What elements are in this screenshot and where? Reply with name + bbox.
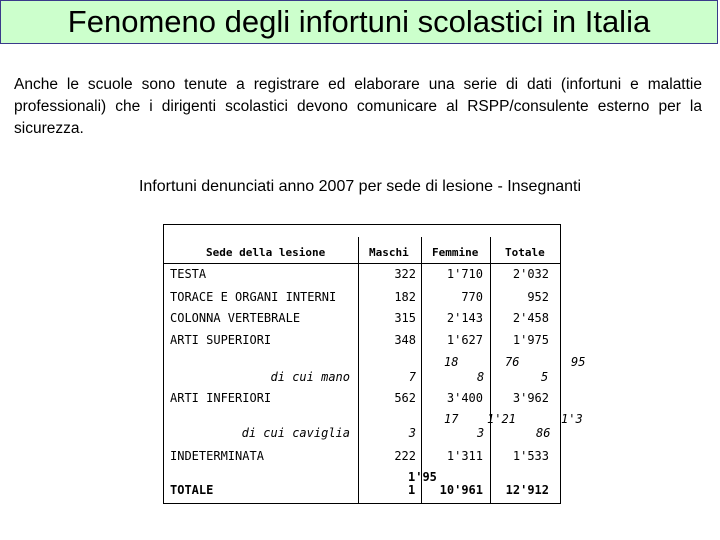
table-left-border <box>163 224 164 504</box>
table-header-border <box>163 263 561 264</box>
row-label: COLONNA VERTEBRALE <box>170 311 301 325</box>
cell-maschi: 182 <box>394 290 416 304</box>
cell-femmine: 2'143 <box>446 311 483 325</box>
cell-totale-wrap-b: 86 <box>536 426 551 440</box>
table-right-border <box>560 224 561 504</box>
header-totale: Totale <box>505 246 545 259</box>
cell-femmine: 770 <box>461 290 483 304</box>
cell-femmine-wrap-a: 17 <box>444 412 459 426</box>
row-label: ARTI SUPERIORI <box>170 333 272 347</box>
cell-femmine: 10'961 <box>439 483 483 497</box>
header-femmine: Femmine <box>432 246 479 259</box>
table-top-border <box>163 224 561 225</box>
intro-paragraph: Anche le scuole sono tenute a registrare ed elaborare una serie di dati (infortuni e malattie professionali) che i dirigenti scolastici devono comunicare al RSPP/consulente esterno per la sicurezza. <box>14 76 702 137</box>
cell-totale: 2'032 <box>512 267 549 281</box>
cell-totale-wrap-a: 76 <box>505 355 520 369</box>
cell-totale: 1'975 <box>512 333 549 347</box>
row-sublabel: di cui caviglia <box>241 426 350 440</box>
cell-femmine-wrap-b: 3 <box>477 426 485 440</box>
row-label-total: TOTALE <box>170 483 214 497</box>
column-divider-3 <box>490 237 491 504</box>
header-sede: Sede della lesione <box>206 246 326 259</box>
cell-maschi: 348 <box>394 333 416 347</box>
cell-totale: 952 <box>527 290 549 304</box>
cell-totale: 12'912 <box>505 483 549 497</box>
row-label: ARTI INFERIORI <box>170 391 272 405</box>
row-label: TESTA <box>170 267 207 281</box>
column-divider-2 <box>421 237 422 504</box>
cell-totale: 3'962 <box>512 391 549 405</box>
cell-overflow: 95 <box>571 355 586 369</box>
cell-totale: 2'458 <box>512 311 549 325</box>
cell-femmine: 1'311 <box>446 449 483 463</box>
table-bottom-border <box>163 503 561 504</box>
table-title: Infortuni denunciati anno 2007 per sede di lesione - Insegnanti <box>138 178 582 195</box>
cell-totale: 1'533 <box>512 449 549 463</box>
column-divider-1 <box>358 237 359 504</box>
cell-femmine: 1'627 <box>446 333 483 347</box>
cell-maschi: 322 <box>394 267 416 281</box>
header-maschi: Maschi <box>369 246 409 259</box>
cell-maschi: 3 <box>408 426 416 440</box>
cell-maschi-wrap-a: 1'95 <box>408 470 437 484</box>
cell-femmine: 3'400 <box>446 391 483 405</box>
cell-femmine: 1'710 <box>446 267 483 281</box>
row-sublabel: di cui mano <box>270 370 350 384</box>
cell-maschi-wrap-b: 1 <box>408 483 416 497</box>
cell-maschi: 562 <box>394 391 416 405</box>
cell-femmine-wrap-a: 18 <box>444 355 459 369</box>
row-label: INDETERMINATA <box>170 449 264 463</box>
cell-maschi: 315 <box>394 311 416 325</box>
slide-title: Fenomeno degli infortuni scolastici in Italia <box>0 0 718 44</box>
cell-femmine-wrap-b: 8 <box>477 370 485 384</box>
cell-maschi: 7 <box>408 370 416 384</box>
cell-overflow: 1'3 <box>561 412 583 426</box>
cell-totale-wrap-a: 1'21 <box>487 412 516 426</box>
cell-maschi: 222 <box>394 449 416 463</box>
cell-totale-wrap-b: 5 <box>541 370 549 384</box>
row-label: TORACE E ORGANI INTERNI <box>170 290 337 304</box>
